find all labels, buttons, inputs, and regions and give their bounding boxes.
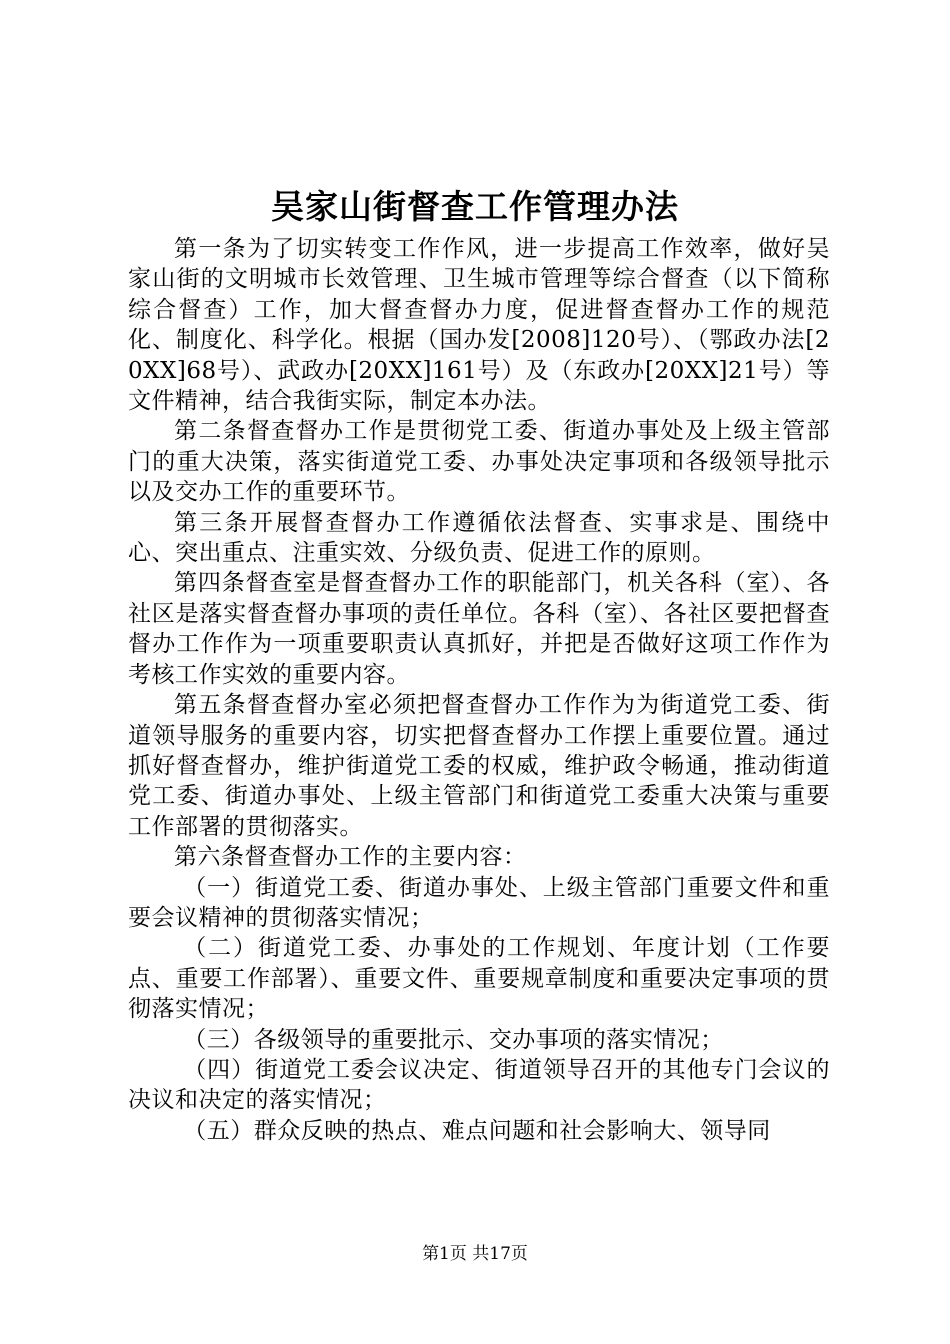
paragraph-article-4: 第四条督查室是督查督办工作的职能部门，机关各科（室）、各社区是落实督查督办事项的责任单位。各科（室）、各社区要把督查督办工作作为一项重要职责认真抓好，并把是否做好这项工作作为考核工作实效的重要内容。	[128, 570, 830, 688]
document-body	[128, 234, 830, 1146]
paragraph-article-6: 第六条督查督办工作的主要内容：	[174, 844, 527, 871]
paragraph-article-1: 第一条为了切实转变工作作风，进一步提高工作效率，做好吴家山街的文明城市长效管理、卫生城市管理等综合督查（以下简称综合督查）工作，加大督查督办力度，促进督查督办工作的规范化、制度化、科学化。根据（国办发[2008]120号）、（鄂政办法[20XX]68号）、武政办[20XX]161号）及（东政办[20XX]21号）等文件精神，结合我街实际，制定本办法。	[128, 236, 830, 415]
paragraph-item-4: （四）街道党工委会议决定、街道领导召开的其他专门会议的决议和决定的落实情况；	[128, 1056, 830, 1114]
paragraph-item-5: （五）群众反映的热点、难点问题和社会影响大、领导同	[183, 1117, 771, 1144]
paragraph-article-3: 第三条开展督查督办工作遵循依法督查、实事求是、围绕中心、突出重点、注重实效、分级负责、促进工作的原则。	[128, 509, 830, 567]
paragraph-item-2: （二）街道党工委、办事处的工作规划、年度计划（工作要点、重要工作部署）、重要文件、重要规章制度和重要决定事项的贯彻落实情况；	[128, 935, 830, 1023]
paragraph-article-5: 第五条督查督办室必须把督查督办工作作为为街道党工委、街道领导服务的重要内容，切实把督查督办工作摆上重要位置。通过抓好督查督办，维护街道党工委的权威，维护政令畅通，推动街道党工委、街道办事处、上级主管部门和街道党工委重大决策与重要工作部署的贯彻落实。	[128, 692, 830, 840]
page-footer: 第1页 共17页	[422, 1244, 528, 1264]
paragraph-item-3: （三）各级领导的重要批示、交办事项的落实情况；	[183, 1026, 724, 1053]
paragraph-article-2: 第二条督查督办工作是贯彻党工委、街道办事处及上级主管部门的重大决策，落实街道党工委、办事处决定事项和各级领导批示以及交办工作的重要环节。	[128, 418, 830, 506]
document-title: 吴家山街督查工作管理办法	[271, 187, 679, 226]
paragraph-item-1: （一）街道党工委、街道办事处、上级主管部门重要文件和重要会议精神的贯彻落实情况；	[128, 874, 830, 931]
